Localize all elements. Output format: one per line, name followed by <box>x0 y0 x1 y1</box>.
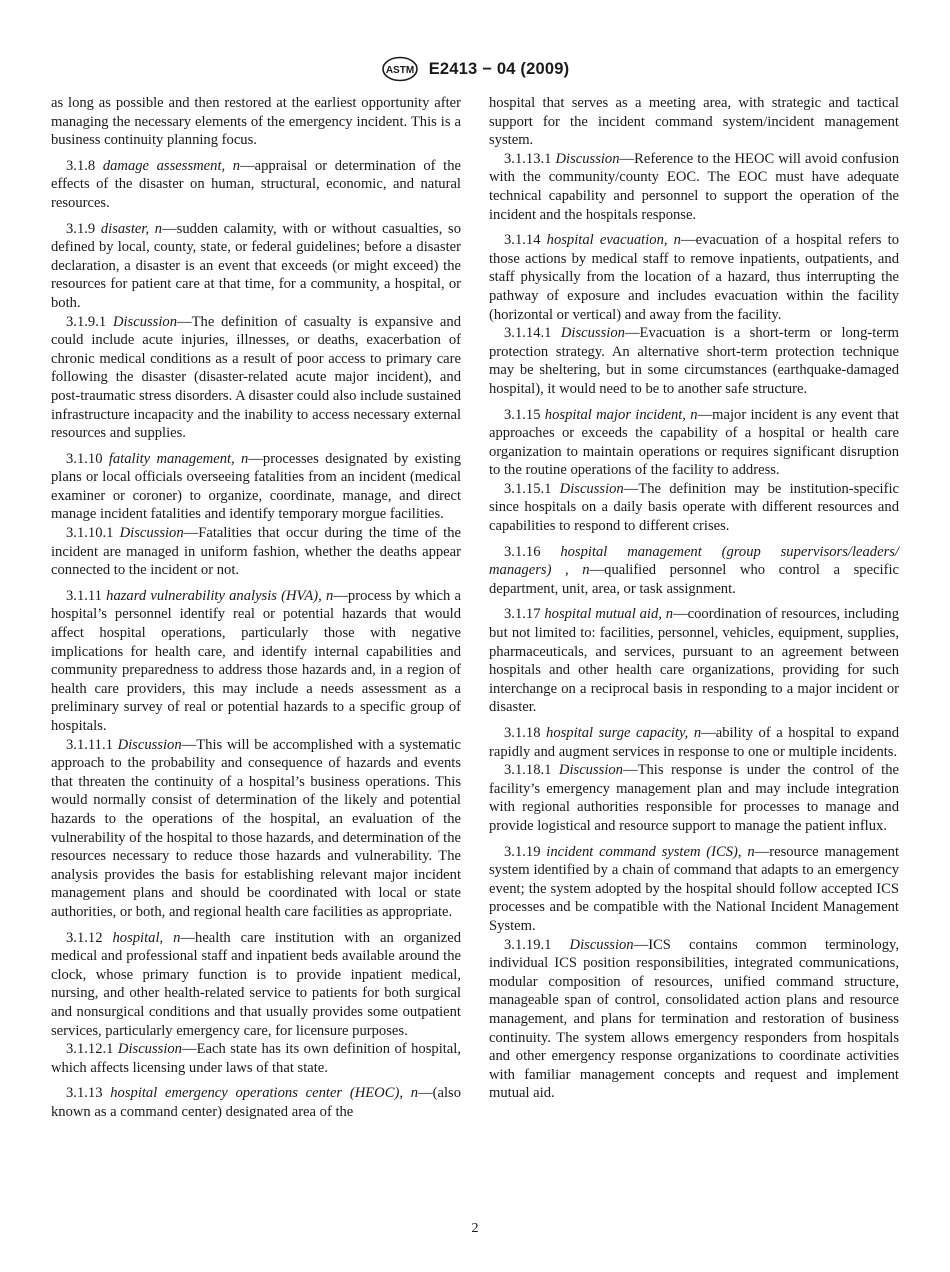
page-header <box>0 56 950 82</box>
right-column <box>489 94 899 1103</box>
left-column <box>51 94 461 1121</box>
paragraph-continued: as long as possible and then restored at the earliest opportunity after managing the necessary elements of the emergency incident. This is a business continuity planning focus. <box>51 95 461 149</box>
discussion-3-1-10-1: 3.1.10.1 Discussion—Fatalities that occur during the time of the incident are managed in uniform fashion, whether the deaths appear connected to the incident or not. <box>51 525 461 579</box>
definition-3-1-8: 3.1.8 damage assessment, n—appraisal or determination of the effects of the disaster on human, structural, economic, and natural resources. <box>51 157 461 211</box>
definition-3-1-10: 3.1.10 fatality management, n—processes designated by existing plans or local officials overseeing fatalities from an incident (medical examiner or coroner) to organize, coordinate, manage, and direct manage incident fatalities and identify temporary morgue facilities. <box>51 450 461 523</box>
svg-text:ASTM: ASTM <box>385 65 414 76</box>
astm-logo-icon <box>381 56 419 82</box>
discussion-3-1-9-1: 3.1.9.1 Discussion—The definition of casualty is expansive and could include acute injuries, illnesses, or deaths, exacerbation of chronic medical conditions as a result of poor access to primary care following the disaster (disaster-related acute major incident), and post-traumatic stress disorders. A disaster could also include sustained infrastructure incapacity and the inability to access necessary external resources and supplies. <box>51 313 461 442</box>
discussion-3-1-14-1: 3.1.14.1 Discussion—Evacuation is a short-term or long-term protection strategy. An alternative short-term protection technique may be sheltering, but in some circumstances (earthquake-damaged hospital), it would need to be to another safe structure. <box>489 325 900 397</box>
paragraph-continued-right: hospital that serves as a meeting area, with strategic and tactical support for the incident command system/incident management system. <box>489 95 899 149</box>
discussion-3-1-18-1: 3.1.18.1 Discussion—This response is under the control of the facility’s emergency management plan and may include integration with regional authorities responsible for processes to manage and provide logistical and resource support to manage the patient influx. <box>489 762 899 834</box>
discussion-3-1-13-1: 3.1.13.1 Discussion—Reference to the HEOC will avoid confusion with the community/county EOC. The EOC must have adequate technical capability and personnel to support the operation of the incident and the hospitals response. <box>489 150 899 223</box>
definition-3-1-9: 3.1.9 disaster, n—sudden calamity, with or without casualties, so defined by local, county, state, or federal guidelines; before a disaster declaration, a disaster is an event that exceeds (or might exceed) the resources for patient care at that time, for a community, a hospital, or both. <box>51 220 461 311</box>
definition-3-1-12: 3.1.12 hospital, n—health care institution with an organized medical and professional staff and inpatient beds available around the clock, whose primary function is to provide inpatient medical, nursing, and other health-related service to patients for both surgical and nonsurgical conditions and that usually provides some outpatient services, particularly emergency care, for licensure purposes. <box>51 929 461 1039</box>
definition-3-1-15: 3.1.15 hospital major incident, n—major incident is any event that approaches or exceeds the capability of a hospital or health care organization to maintain operations or requires significant disruption to the routine operations of the facility to address. <box>489 406 899 479</box>
discussion-3-1-15-1: 3.1.15.1 Discussion—The definition may be institution-specific since hospitals on a daily basis operate with different resources and capabilities to respond to different crises. <box>489 480 899 535</box>
discussion-3-1-12-1: 3.1.12.1 Discussion—Each state has its own definition of hospital, which affects licensing under laws of that state. <box>51 1041 461 1076</box>
definition-3-1-18: 3.1.18 hospital surge capacity, n—ability of a hospital to expand rapidly and augment services in response to one or multiple incidents. <box>489 725 900 760</box>
definition-3-1-11: 3.1.11 hazard vulnerability analysis (HVA), n—process by which a hospital’s personnel identify real or potential hazards that would affect hospital operations, particularly those with negative implications for health care, and identify internal capabilities and community preparedness to address those hazards and, in a region of health care providers, this may include a needs assessment as a preliminary survey of real or potential hazards to a specific group of hospitals. <box>51 587 461 734</box>
page-number: 2 <box>471 1221 479 1236</box>
definition-3-1-14: 3.1.14 hospital evacuation, n—evacuation of a hospital refers to those actions by medical staff to remove inpatients, outpatients, and staff physically from the location of a hazard, thus interrupting the pathway of exposure and includes evacuation within the facility (horizontal or vertical) and away from the facility. <box>489 232 899 323</box>
definition-3-1-13: 3.1.13 hospital emergency operations center (HEOC), n—(also known as a command center) designated area of the <box>51 1085 461 1120</box>
discussion-3-1-19-1: 3.1.19.1 Discussion—ICS contains common terminology, individual ICS position responsibilities, integrated communications, modular composition of resources, unified command structure, manageable span of control, consolidated action plans and resource management, and plans for termination and restoration of business continuity. The system allows emergency responders from hospitals and other emergency response organizations to coordinate activities with familiar management concepts and request and implement mutual aid. <box>489 936 899 1102</box>
discussion-3-1-11-1: 3.1.11.1 Discussion—This will be accomplished with a systematic approach to the probability and consequence of hazards and events that threaten the continuity of a hospital’s business operations. This would normally consist of determination of the likely and potential hazards to the operations of the hospital, an evaluation of the vulnerability of the hospital to those hazards, and determination of the resources necessary to reduce those hazards and vulnerability. The analysis provides the basis for establishing relevant major incident management plans and should be coordinated with local or state authorities, or both, and regional health care facilities as appropriate. <box>51 736 461 920</box>
definition-3-1-16: 3.1.16 hospital management (group supervisors/leaders/ managers) , n—qualified personnel who control a specific department, unit, area, or task assignment. <box>489 543 899 597</box>
standard-designation: E2413 − 04 (2009) <box>428 59 570 78</box>
definition-3-1-17: 3.1.17 hospital mutual aid, n—coordination of resources, including but not limited to: facilities, personnel, vehicles, equipment, supplies, pharmaceuticals, and services, pursuant to an agreement between hospitals and other health care organizations, providing for such interchange on a reciprocal basis in responding to a major incident or disaster. <box>489 606 899 716</box>
definition-3-1-19: 3.1.19 incident command system (ICS), n—resource management system identified by a chain of command that adapts to an emergency event; the system adopted by the hospital should follow accepted ICS processes and be compatible with the National Incident Management System. <box>489 843 900 934</box>
